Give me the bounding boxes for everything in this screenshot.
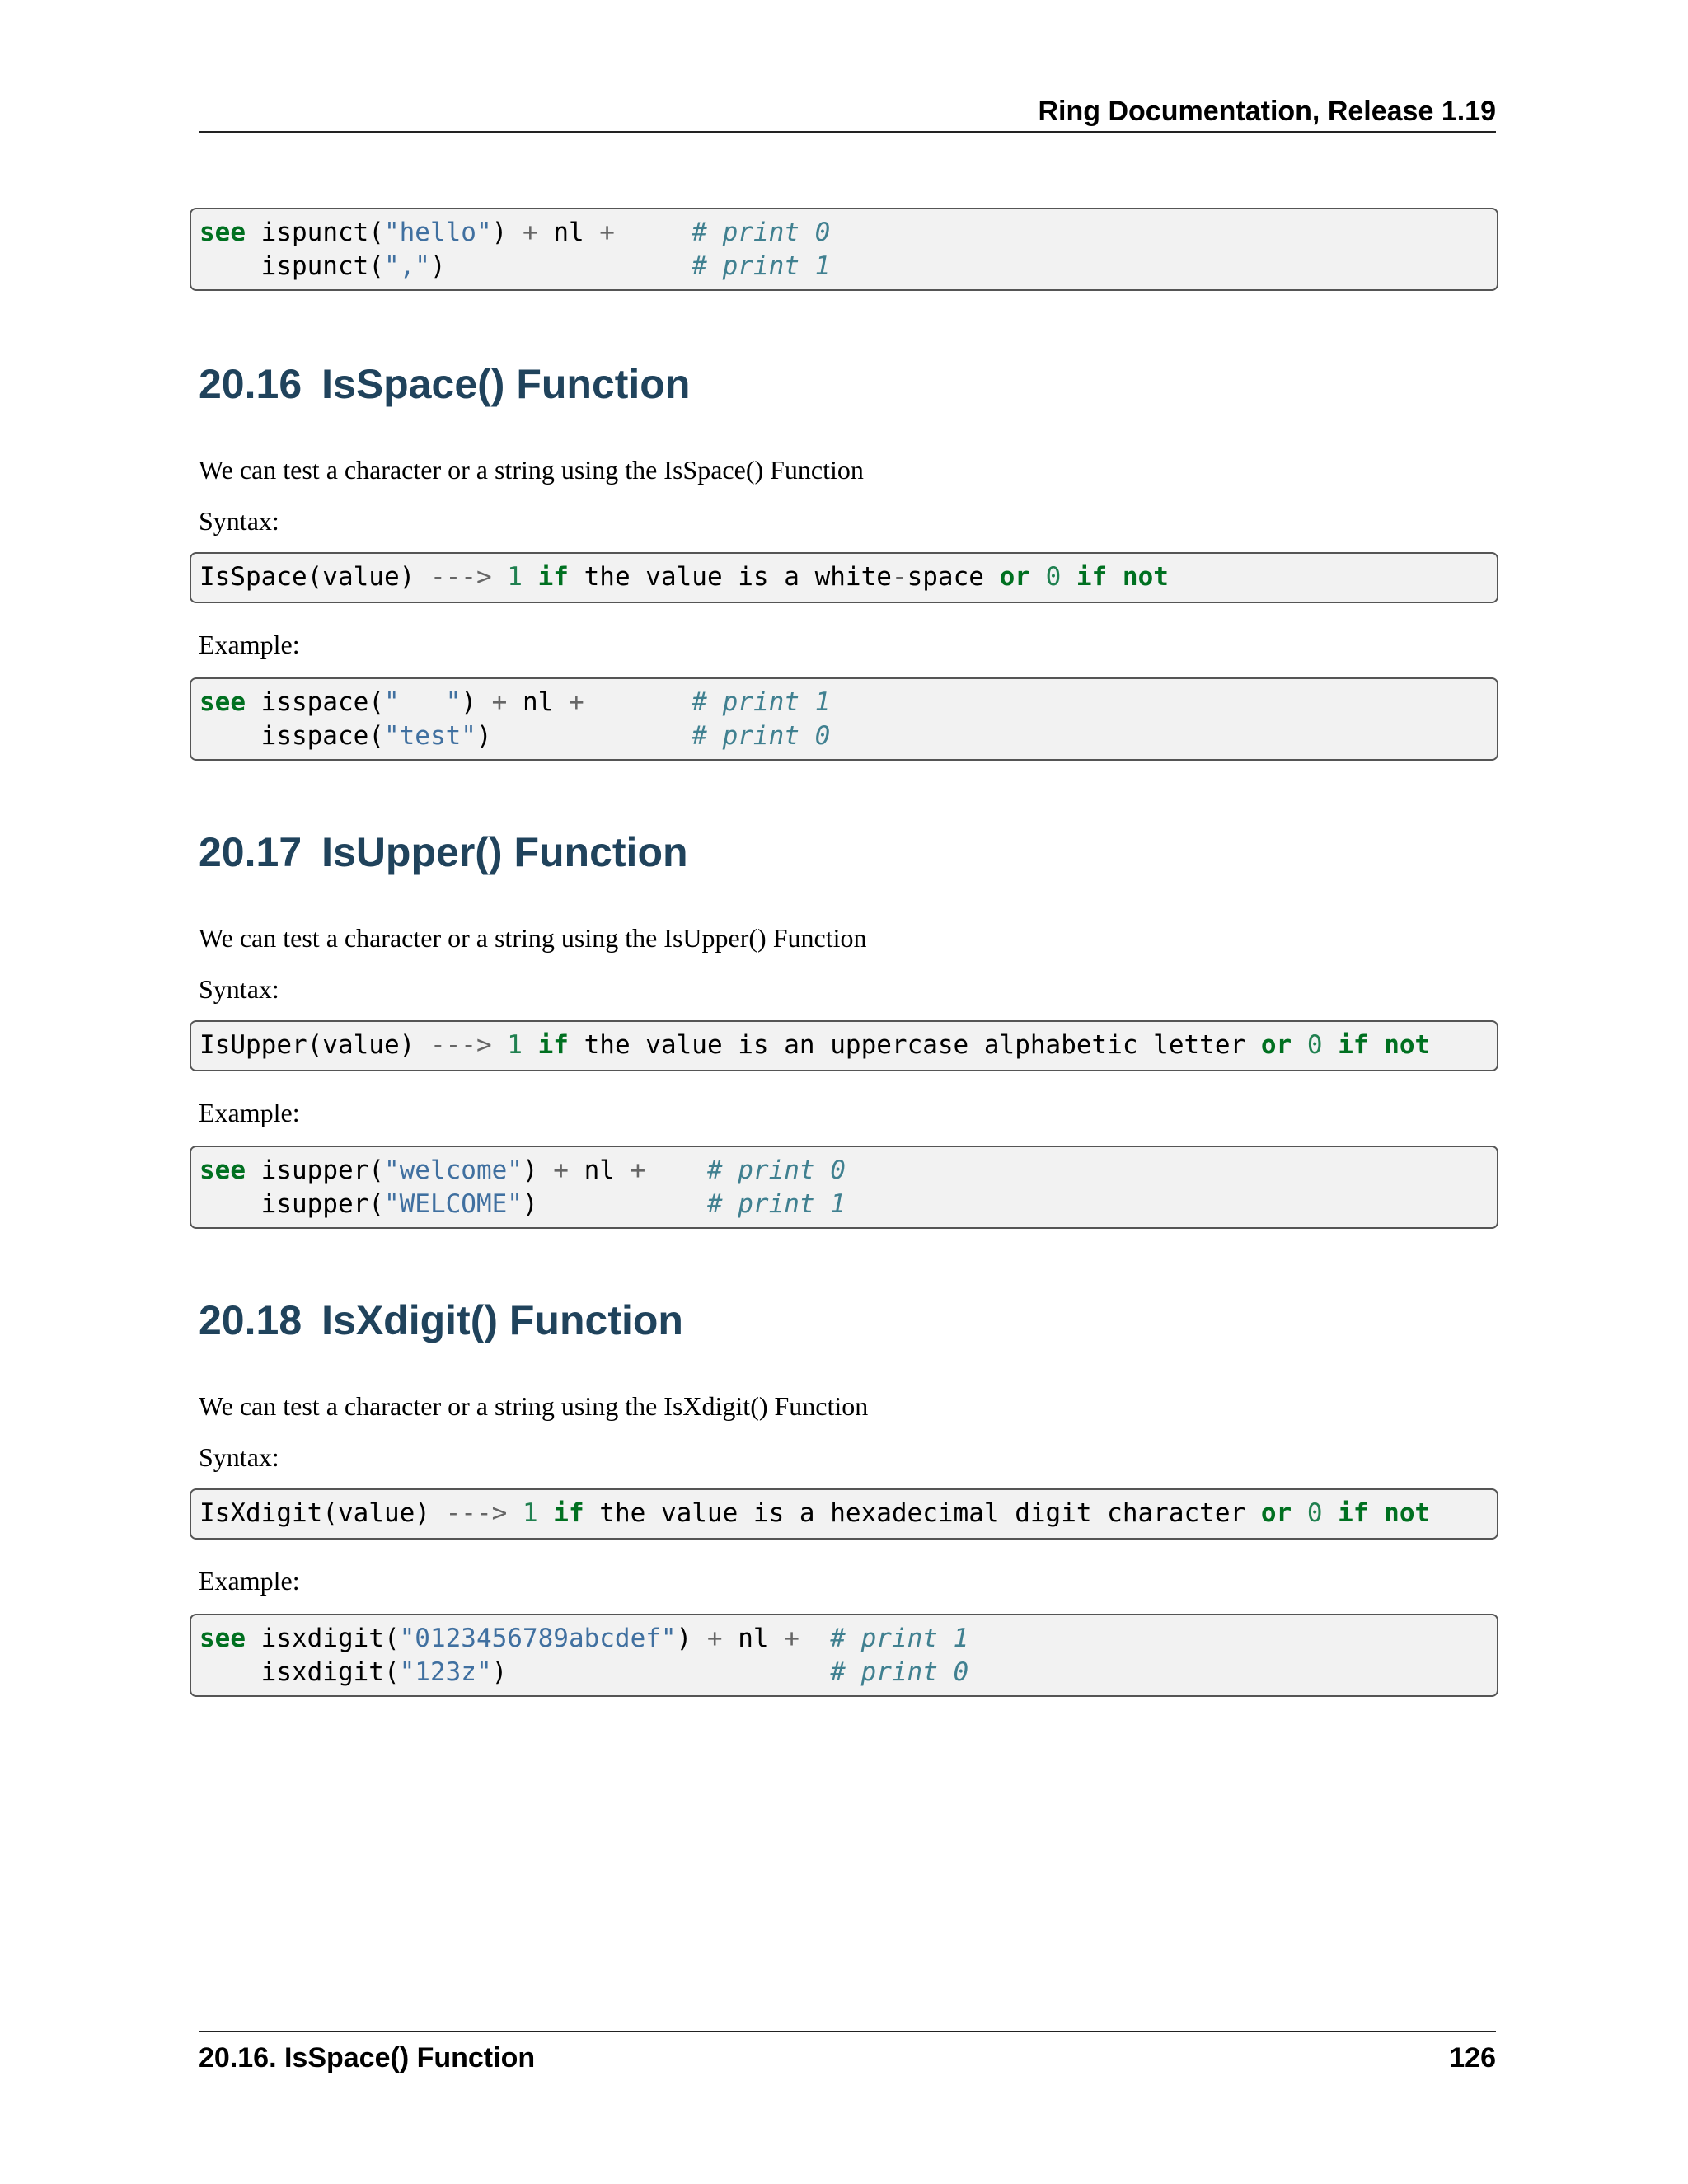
example-label: Example: bbox=[199, 630, 300, 659]
example-label: Example: bbox=[199, 1098, 300, 1127]
section-heading-issspace: 20.16 IsSpace() Function bbox=[199, 361, 691, 407]
code-block-isxdigit-syntax: IsXdigit(value) ---> 1 if the value is a hexadecimal digit character or 0 if not bbox=[190, 1488, 1498, 1540]
section-intro: We can test a character or a string using the IsUpper() Function bbox=[199, 923, 867, 953]
section-heading-isxdigit: 20.18 IsXdigit() Function bbox=[199, 1297, 683, 1343]
code-block-ispunct-example: see ispunct("hello") + nl + # print 0 ispunct(",") # print 1 bbox=[190, 208, 1498, 291]
example-label: Example: bbox=[199, 1566, 300, 1596]
syntax-label: Syntax: bbox=[199, 974, 279, 1004]
syntax-label: Syntax: bbox=[199, 1442, 279, 1472]
page-number: 126 bbox=[1449, 2042, 1496, 2074]
running-header bbox=[199, 92, 1496, 133]
document-title: Ring Documentation, Release 1.19 bbox=[1038, 96, 1496, 127]
code-block-isspace-syntax: IsSpace(value) ---> 1 if the value is a white-space or 0 if not bbox=[190, 552, 1498, 603]
code-block-isxdigit-example: see isxdigit("0123456789abcdef") + nl + # print 1 isxdigit("123z") # print 0 bbox=[190, 1614, 1498, 1697]
section-intro: We can test a character or a string using the IsSpace() Function bbox=[199, 455, 864, 485]
code-block-isspace-example: see isspace(" ") + nl + # print 1 isspace("test") # print 0 bbox=[190, 677, 1498, 761]
syntax-label: Syntax: bbox=[199, 506, 279, 536]
running-footer bbox=[199, 2031, 1496, 2077]
section-intro: We can test a character or a string using the IsXdigit() Function bbox=[199, 1391, 869, 1421]
footer-section-title: 20.16. IsSpace() Function bbox=[199, 2042, 536, 2074]
code-block-isupper-example: see isupper("welcome") + nl + # print 0 isupper("WELCOME") # print 1 bbox=[190, 1146, 1498, 1229]
code-block-isupper-syntax: IsUpper(value) ---> 1 if the value is an uppercase alphabetic letter or 0 if not bbox=[190, 1020, 1498, 1071]
section-heading-isupper: 20.17 IsUpper() Function bbox=[199, 829, 688, 875]
